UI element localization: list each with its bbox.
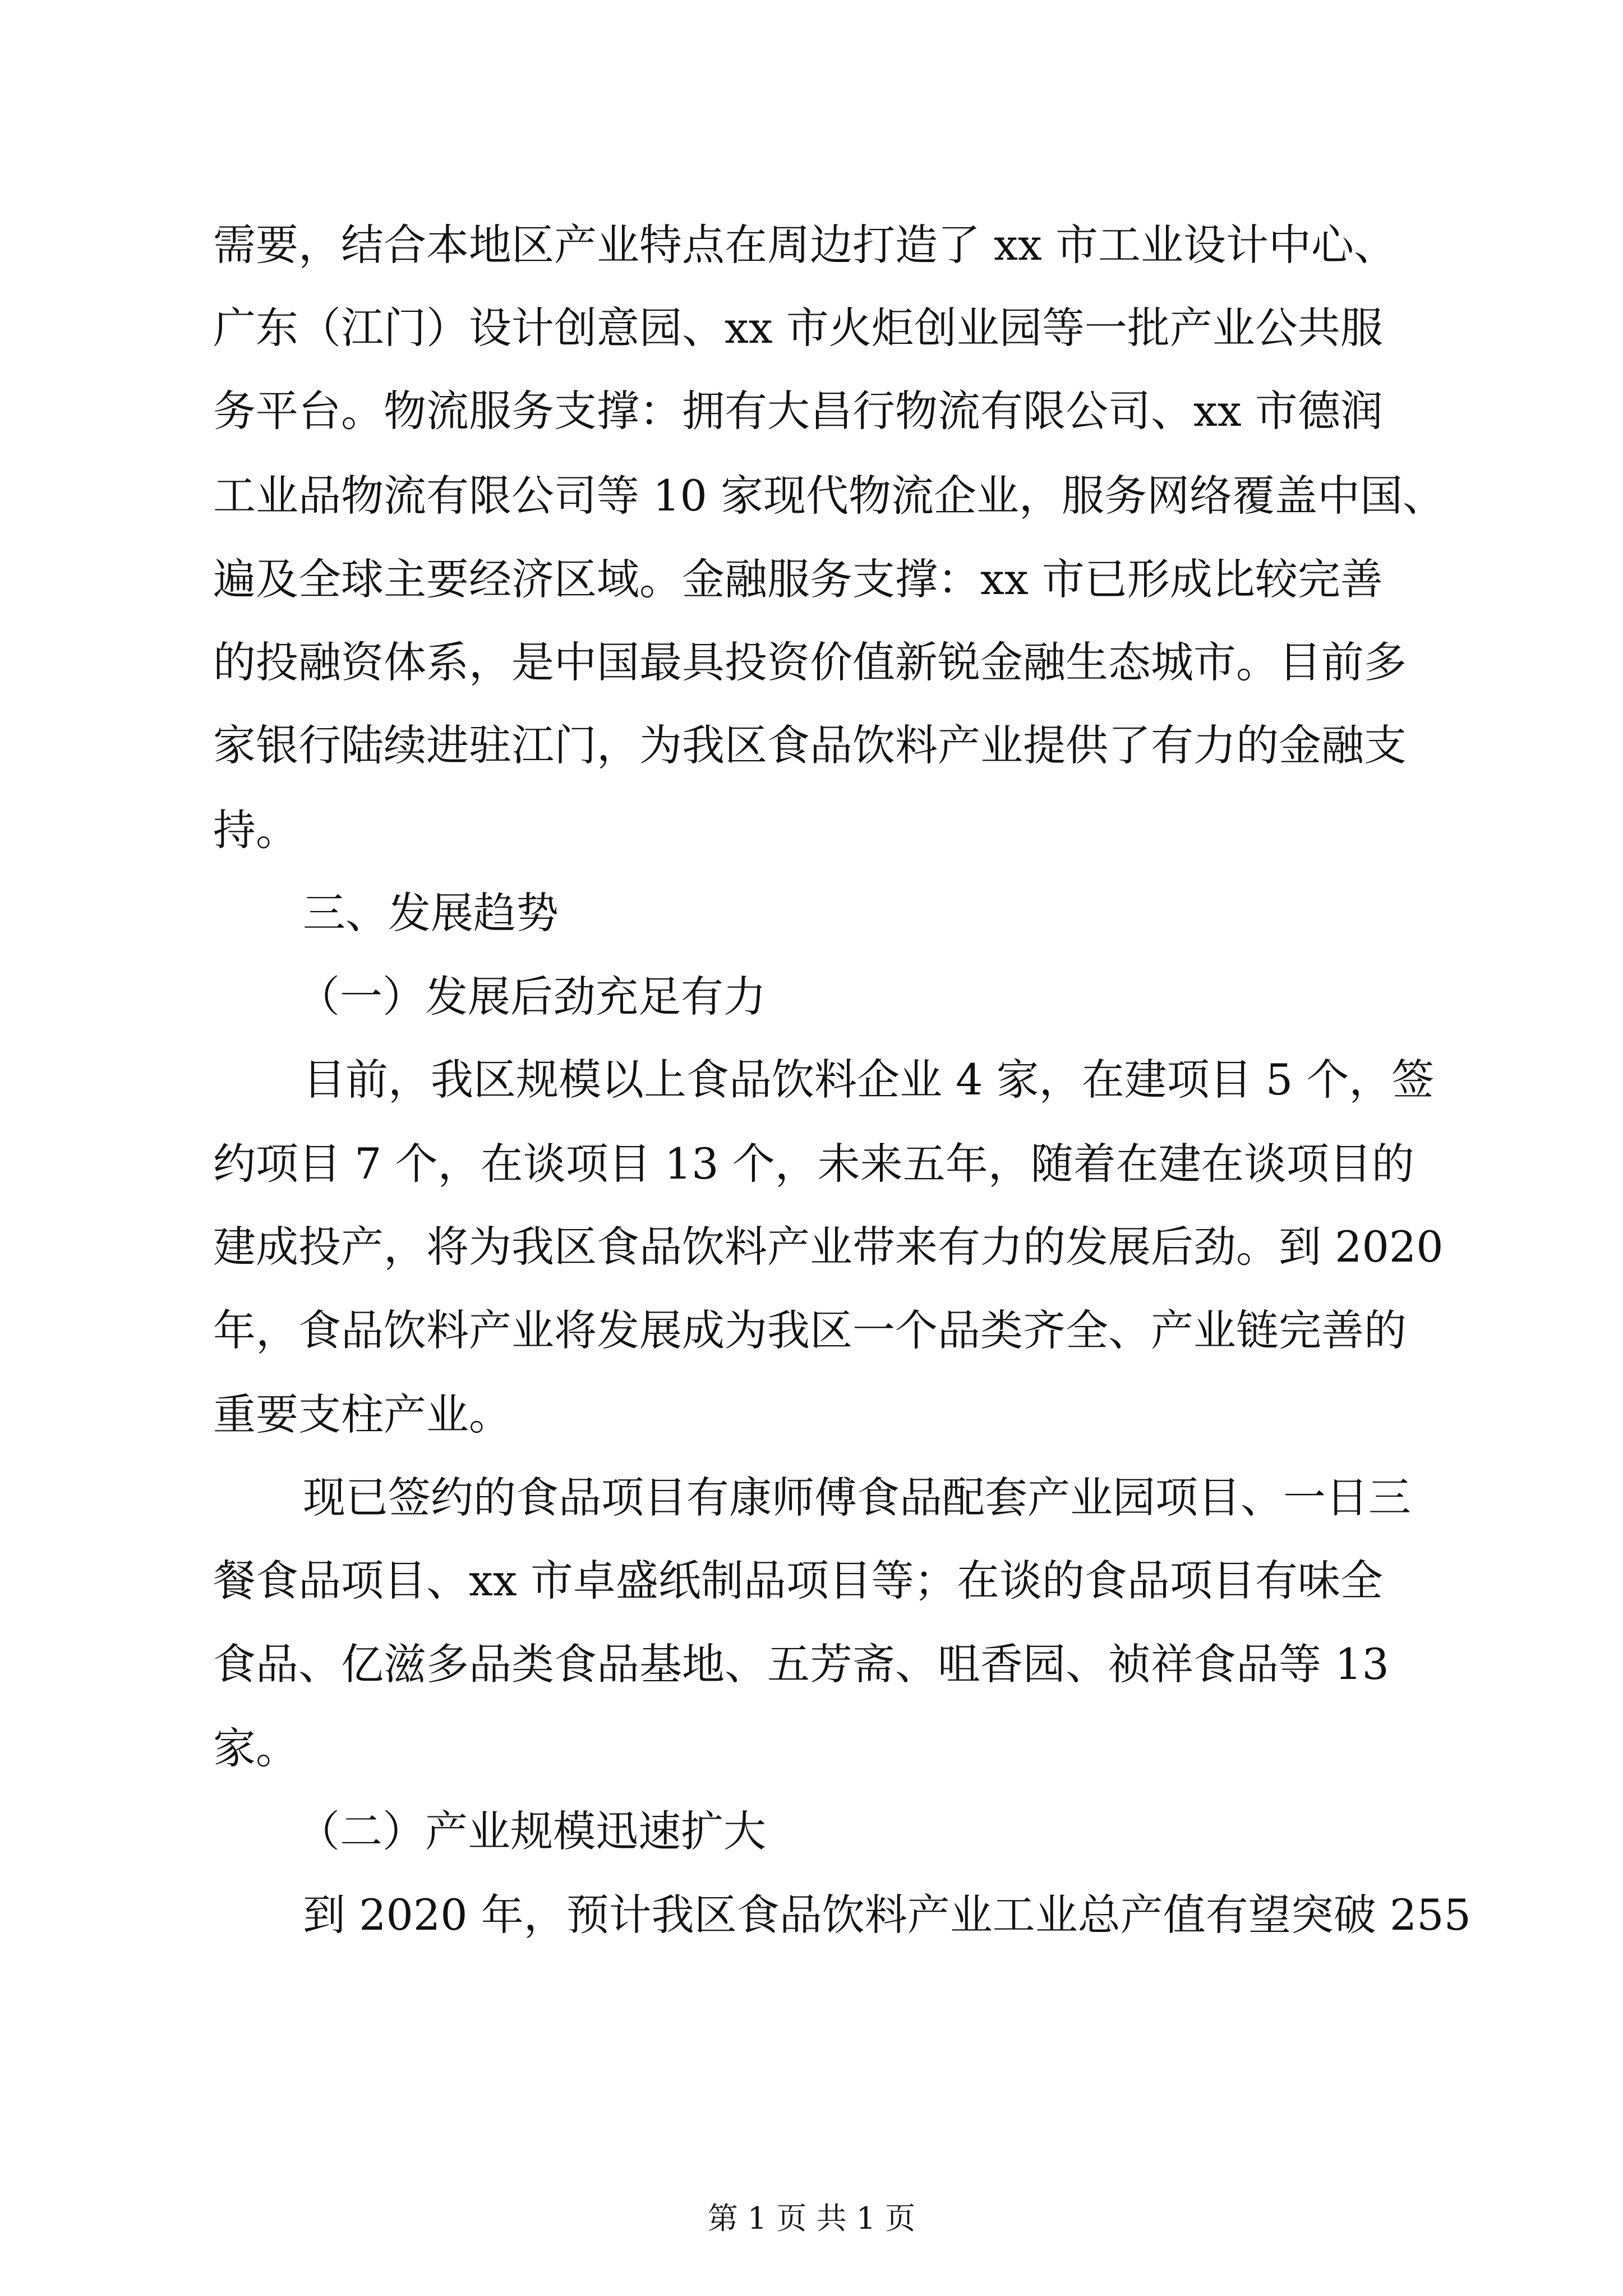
page-footer: 第 1 页 共 1 页 (707, 2201, 916, 2236)
body-text-line: 到 2020 年，预计我区食品饮料产业工业总产值有望突破 255 (303, 1890, 1471, 1940)
subsection-heading: （二）产业规模迅速扩大 (297, 1806, 766, 1856)
body-text-line: 建成投产，将为我区食品饮料产业带来有力的发展后劲。到 2020 (213, 1222, 1444, 1272)
section-heading: 三、发展趋势 (303, 888, 559, 938)
body-text-line: 约项目 7 个，在谈项目 13 个，未来五年，随着在建在谈项目的 (213, 1139, 1414, 1189)
body-text-line: 餐食品项目、xx 市卓盛纸制品项目等；在谈的食品项目有味全 (213, 1556, 1383, 1605)
body-text-line: 广东（江门）设计创意园、xx 市火炬创业园等一批产业公共服 (213, 303, 1383, 353)
body-text-line: 工业品物流有限公司等 10 家现代物流企业，服务网络覆盖中国、 (213, 471, 1446, 521)
body-text-line: 家。 (213, 1723, 298, 1773)
subsection-heading: （一）发展后劲充足有力 (297, 972, 766, 1022)
body-text-line: 的投融资体系，是中国最具投资价值新锐金融生态城市。目前多 (213, 637, 1407, 687)
body-text-line: 食品、亿滋多品类食品基地、五芳斋、咀香园、祯祥食品等 13 (213, 1639, 1389, 1689)
body-text-line: 目前，我区规模以上食品饮料企业 4 家，在建项目 5 个，签 (303, 1055, 1435, 1105)
body-text-line: 家银行陆续进驻江门，为我区食品饮料产业提供了有力的金融支 (213, 720, 1407, 770)
body-text-line: 遍及全球主要经济区域。金融服务支撑：xx 市已形成比较完善 (213, 554, 1383, 604)
body-text-line: 重要支柱产业。 (213, 1389, 511, 1439)
body-text-line: 持。 (213, 805, 298, 855)
body-text-line: 现已签约的食品项目有康师傅食品配套产业园项目、一日三 (303, 1473, 1411, 1522)
body-text-line: 务平台。物流服务支撑：拥有大昌行物流有限公司、xx 市德润 (213, 386, 1383, 436)
body-text-line: 年，食品饮料产业将发展成为我区一个品类齐全、产业链完善的 (213, 1305, 1407, 1355)
body-text-line: 需要，结合本地区产业特点在周边打造了 xx 市工业设计中心、 (213, 220, 1397, 270)
